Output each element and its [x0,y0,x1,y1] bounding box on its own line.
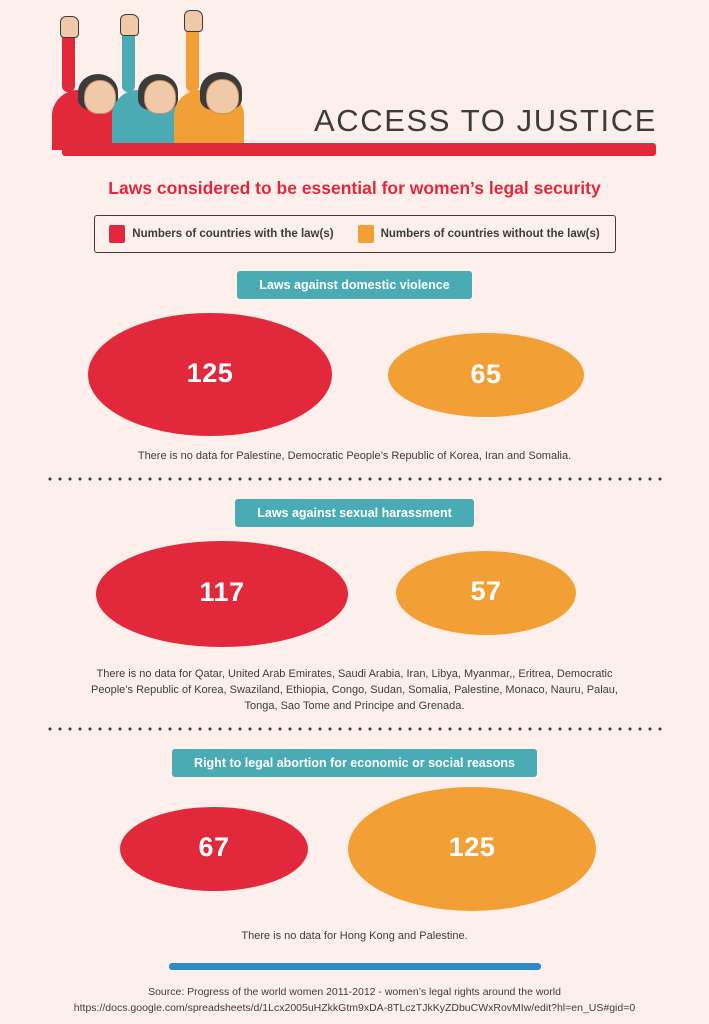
footer-blue-bar [169,963,541,970]
blob-with-law [88,313,332,436]
blob-with-law [120,807,308,891]
legend-label-without-law: Numbers of countries without the law(s) [380,228,600,240]
footer-link[interactable]: https://docs.google.com/spreadsheets/d/1Lcx2005uHZkkGtm9xDA-8TLczTJkKyZDbuCWxRovMIw/edit?hl=en_US#gid=0 [73,1002,636,1015]
fist-icon [184,10,203,32]
legend-swatch-orange-icon [358,225,374,243]
protesters-illustration [52,30,292,150]
section-banner: Laws against domestic violence [237,271,471,299]
blob-without-law [396,551,576,635]
section-sexual-harassment [0,499,709,731]
blob-value-without-law: 65 [470,358,502,389]
section-blobs [0,299,709,449]
raised-arm-icon [122,28,135,92]
blob-value-without-law: 125 [448,832,496,863]
section-note: There is no data for Qatar, United Arab Emirates, Saudi Arabia, Iran, Libya, Myanmar,, Eritrea, Democratic People’s Republic of Korea, Swaziland, Ethiopia, Congo, Sudan, Somalia, Palestine, Monaco, Nauru, Palau, Tonga, Sao Tome and Principe and Grenada. [91,667,618,712]
page-title: ACCESS TO JUSTICE [313,103,657,138]
page-subtitle: Laws considered to be essential for women’s legal security [108,178,601,198]
legend-swatch-red-icon [109,225,125,243]
header-red-bar [62,143,656,156]
fist-icon [60,16,79,38]
blob-value-with-law: 67 [198,832,230,863]
section-banner: Laws against sexual harassment [235,499,474,527]
blob-value-with-law: 125 [186,358,234,388]
section-note: There is no data for Hong Kong and Palestine. [241,929,468,942]
legend-item-without-law [358,225,600,243]
section-note: There is no data for Palestine, Democratic People’s Republic of Korea, Iran and Somalia. [137,450,572,462]
blob-without-law [348,787,596,911]
section-divider [45,477,665,481]
raised-arm-icon [62,30,75,92]
raised-arm-icon [186,24,199,92]
section-blobs [0,777,709,929]
fist-icon [120,14,139,36]
legend [94,215,616,253]
footer [0,984,709,1018]
footer-source: Source: Progress of the world women 2011-2012 - women’s legal rights around the world [148,985,561,998]
section-legal-abortion [0,749,709,945]
section-banner: Right to legal abortion for economic or social reasons [172,749,537,777]
blob-with-law [96,541,348,647]
section-blobs [0,527,709,667]
protester-figure-3 [168,28,248,150]
figure-head [206,79,239,114]
header [0,0,709,160]
blob-value-without-law: 57 [470,576,502,607]
section-divider [45,727,665,731]
section-domestic-violence [0,271,709,481]
blob-without-law [388,333,584,417]
legend-item-with-law [109,225,333,243]
blob-value-with-law: 117 [199,577,245,608]
legend-label-with-law: Numbers of countries with the law(s) [132,228,334,240]
